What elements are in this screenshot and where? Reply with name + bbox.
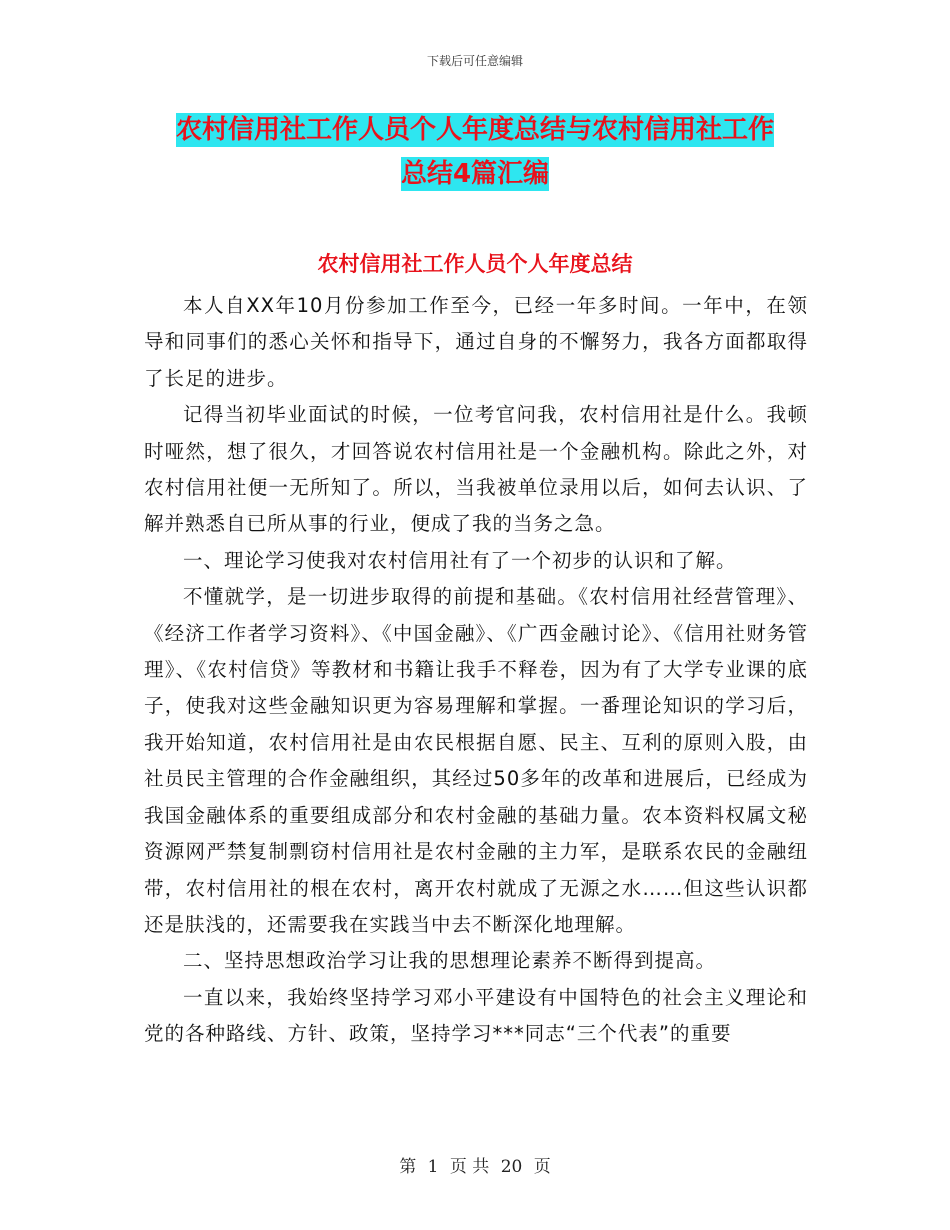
section-title: 农村信用社工作人员个人年度总结	[317, 252, 633, 276]
paragraph: 记得当初毕业面试的时候，一位考官问我，农村信用社是什么。我顿时哑然，想了很久，才回答说农村信用社是一个金融机构。除此之外，对农村信用社便一无所知了。所以，当我被单位录用以后，如何去认识、了解并熟悉自已所从事的行业，便成了我的当务之急。	[144, 403, 808, 536]
page-suffix: 页	[533, 1157, 551, 1177]
page-footer	[0, 1152, 950, 1177]
page-prefix: 第	[399, 1157, 417, 1177]
page-total: 20	[500, 1157, 523, 1177]
document-title	[140, 108, 810, 196]
document-title-line-1: 农村信用社工作人员个人年度总结与农村信用社工作	[175, 115, 774, 145]
paragraph: 本人自XX年10月份参加工作至今，已经一年多时间。一年中，在领导和同事们的悉心关怀和指导下，通过自身的不懈努力，我各方面都取得了长足的进步。	[144, 294, 808, 390]
page-header-note: 下载后可任意编辑	[426, 54, 523, 68]
page-number: 1	[427, 1157, 439, 1177]
paragraph-heading: 一、理论学习使我对农村信用社有了一个初步的认识和了解。	[183, 548, 737, 572]
paragraph: 不懂就学，是一切进步取得的前提和基础。《农村信用社经营管理》、《经济工作者学习资料》、《中国金融》、《广西金融讨论》、《信用社财务管理》、《农村信贷》等教材和书籍让我手不释卷，因为有了大学专业课的底子，使我对这些金融知识更为容易理解和掌握。一番理论知识的学习后，我开始知道，农村信用社是由农民根据自愿、民主、互利的原则入股，由社员民主管理的合作金融组织，其经过50多年的改革和进展后，已经成为我国金融体系的重要组成部分和农村金融的基础力量。农本资料权属文秘资源网严禁复制剽窃村信用社是农村金融的主力军，是联系农民的金融纽带，农村信用社的根在农村，离开农村就成了无源之水……但这些认识都还是肤浅的，还需要我在实践当中去不断深化地理解。	[144, 585, 808, 936]
page-mid: 页 共	[449, 1157, 490, 1177]
document-title-line-2: 总结4篇汇编	[400, 159, 550, 189]
paragraph-heading: 二、坚持思想政治学习让我的思想理论素养不断得到提高。	[183, 949, 717, 973]
document-body	[144, 288, 808, 1053]
paragraph: 一直以来，我始终坚持学习邓小平建设有中国特色的社会主义理论和党的各种路线、方针、政策，坚持学习***同志“三个代表”的重要	[144, 985, 808, 1046]
